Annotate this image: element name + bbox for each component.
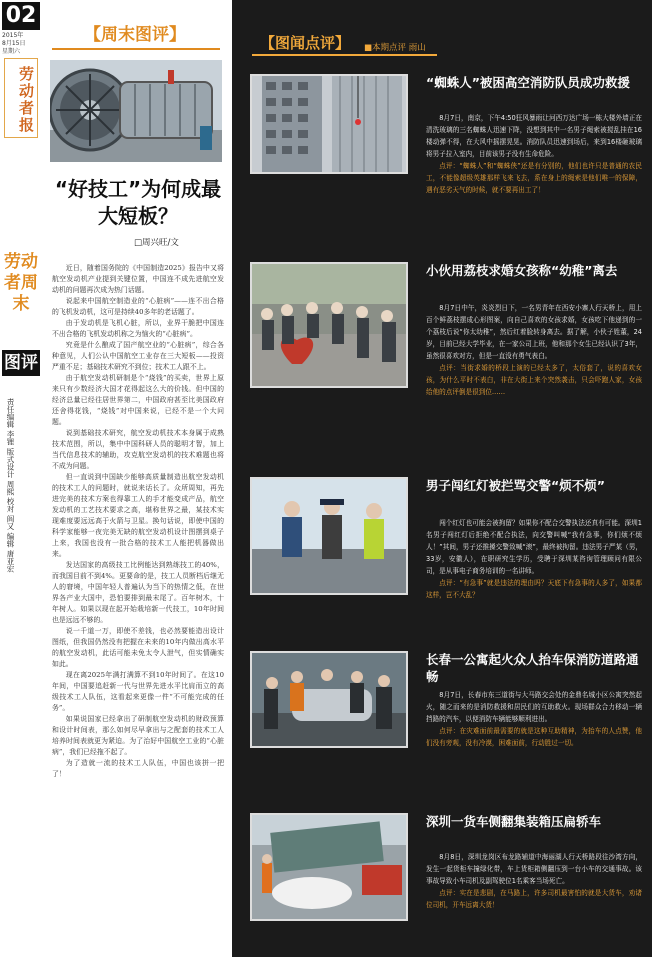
story-title: 长春一公寓起火众人抬车保消防道路通畅	[426, 652, 639, 684]
editor-credits: 责任编辑 李锂 版式设计 周熙 校对 阎又 编辑 唐亚宏	[6, 398, 15, 573]
story-body	[426, 851, 642, 911]
article-headline: “好技工”为何成最大短板？	[54, 177, 222, 228]
newspaper-masthead: 劳动者报	[4, 58, 38, 138]
issue-weekday: 星期六	[2, 48, 21, 55]
story-body	[426, 112, 642, 196]
story-body	[426, 517, 642, 601]
article-paragraph: 现在离2025年满打满算不到10年时间了。在这10年间，中国要追赶新一代与世界先进水平比肩而立的高级技术工人队伍，这看起来更像一件“不可能完成的任务”。	[52, 671, 224, 712]
article-byline: □周兴旺/文	[134, 238, 179, 248]
story-text: 8月7日，南京，下午4:50狂风暴雨让河西万达广场一栋大楼外墙正在清洗玻璃的三名蜘蛛人迅速下降，没想到其中一名男子绳索被搅乱挂在16楼动弹不得，在大风中摇摆晃晃。消防队员迅速到场后，来到16楼砸玻璃将男子拉入室内，目前该男子没有生命危险。	[426, 114, 642, 158]
photo-news-panel	[232, 0, 652, 957]
panel-column-label: 【图闻点评】	[260, 34, 351, 52]
story-comment: 点评：实在是悲剧，在马路上，许多司机最害怕的就是大货车，劝诸位司机，开车远离大货！	[426, 889, 642, 909]
story-comment: 点评：在灾难面前最需要的就是这种互助精神，为抬车的人点赞，他们没有旁观，没有冷漠，困难面前，行动胜过一切。	[426, 727, 642, 747]
section-title: 劳动者周末	[4, 252, 38, 314]
column-header	[52, 14, 220, 52]
left-rail	[0, 0, 44, 957]
article-paragraph: 说到基础技术研究，航空发动机技术本身属于成熟技术范围，所以，集中中国科研人员的聪明才智，加上当代信息技术的辅助，攻克航空发动机的技术难题也将不成为问题。	[52, 429, 224, 470]
article-paragraph: 为了造就一流的技术工人队伍，中国也该拼一把了！	[52, 759, 224, 778]
section-badge: 图评	[2, 350, 40, 376]
story-body	[426, 689, 642, 749]
commentator-credit: ■本期点评 雨山	[364, 43, 426, 53]
story-title: 小伙用荔枝求婚女孩称“幼稚”离去	[426, 263, 618, 278]
crowd-lifting-car-photo	[250, 651, 408, 748]
article-paragraph: 近日，随着国务院的《中国制造2025》报告中又将航空发动机产业提到关键位置，中国连不成先进航空发动机的问题再次成为热门话题。	[52, 264, 224, 294]
traffic-police-photo	[250, 477, 408, 595]
news-story	[250, 262, 650, 432]
article-paragraph: 发达国家的高级技工比例能达到熟练技工的40%，而我国目前不到4%。更要命的是，技工人员断档后继无人的窘境，中国年轻人普遍认为当下的热情之低，在世界各产业大国中，恐怕要排到最末尾了。百年树木，十年树人。如果以现在起开始栽培新一代技工，10年时间也是远远不够的。	[52, 561, 224, 624]
article-paragraph: 说一千道一万，即使不差钱，也必然要能造出设计图纸，但我国仍然没有把握在未来的10年内做出高水平的航空发动机，此话可能未免太令人泄气，但实情确实如此。	[52, 627, 224, 668]
header-divider	[52, 48, 220, 50]
story-title: 深圳一货车侧翻集装箱压扁轿车	[426, 814, 602, 829]
high-rise-building-photo	[250, 74, 408, 174]
column-label: 【周末图评】	[84, 25, 186, 45]
news-story	[250, 477, 650, 627]
story-text: 闯个红灯也可能会被拘留？如果你不配合交警执法还真有可能。深圳1名男子闯红灯后拒绝不配合执法，向交警叫喊“我有急事，你们烦不烦人！”其间，男子还推搡交警致喊“滚”，最终被拘留。违法男子严某（男，33岁，安徽人），在职研究生学历，受聘于深圳某咨询管理顾问有限公司，是从事电子商务培训的一名讲师。	[426, 519, 642, 575]
story-text: 8月8日，深圳龙岗区布龙路辅道中海丽湖人行天桥路段往沙湾方向，发生一起货柜车撞绿化带，车上货柜箱侧翻压到一台小车的交通事故。该事故导致小车司机及副驾驶位1名乘客当场死亡。	[426, 853, 642, 885]
issue-date: 8月15日	[2, 40, 26, 47]
article-paragraph: 由于航空发动机研制是个“烧钱”的买卖，世界上原来只有少数经济大国才花得起这么大的价钱。但中国的经济总量已经往居世界第二，中国政府甚至比美国政府还舍得花钱，“烧钱”对中国来说，已经不是一个大问题。	[52, 374, 224, 426]
jet-engine-photo	[50, 60, 222, 162]
article-body	[52, 263, 224, 780]
story-text: 8月7日，长春市东三道街与大马路交会处的金鼎名城小区公寓突然起火，随之而来的是消防救援和居民们的互助救火。现场群众合力移动一辆挡路的汽车，以便消防车辆能够顺利进出。	[426, 691, 642, 723]
story-comment: 点评：“蜘蛛人”和“蜘蛛侠”还是有分别的，他们也许只是普通的农民工，不能像超级英雄那样飞来飞去，系在身上的绳索是他们唯一的保障，遇有恶劣天气的时候，就不要再出工了！	[426, 162, 642, 194]
story-text: 8月7日中午，炎炎烈日下，一名男青年在西安小寨人行天桥上，用上百个鲜荔枝摆成心形图案，向自己喜欢的女孩求婚，女孩吃下他递到的一个荔枝后说“你太幼稚”，然后红着脸转身离去。据了解，小伙子姓董，24岁，目前已经大学毕业，在一家公司上班，他和那个女生已经认识了3年，虽然很喜欢对方，但是一直没有勇气表白。	[426, 304, 642, 360]
issue-year: 2015年	[2, 32, 24, 39]
story-title: 男子闯红灯被拦骂交警“烦不烦”	[426, 478, 605, 493]
panel-header-divider	[252, 54, 437, 56]
article-paragraph: 但一直说到中国缺少能够高质量制造出航空发动机的技术工人的问题时，就说来话长了。众所周知，再先进完美的技术方案也得靠工人的手才能变成产品，航空发动机的工艺技术要求之高，堪称世界之最，某技术实现难度要远远高于火箭与卫星。换句话说，即使中国的科学家能够一夜完美无缺的航空发动机设计图摆到桌子上来，我国也没有一批合格的技术工人能把机器做出来。	[52, 473, 224, 558]
article-paragraph: 由于发动机是飞机心脏，所以，业界干脆把中国连不出合格的飞机发动机称之为恼火的“心脏病”。	[52, 319, 224, 338]
news-story	[250, 651, 650, 801]
story-comment: 点评：当街求婚的桥段上演的已经太多了，太俗套了，说的喜欢女孩，为什么平时不表白，非在大街上来个突然袭击，只会吓跑人家，女孩给他的点评倒是很到位……	[426, 364, 642, 396]
overturned-truck-photo	[250, 813, 408, 921]
lychee-proposal-photo	[250, 262, 408, 388]
news-story	[250, 813, 650, 953]
page-number: 02	[2, 2, 40, 30]
story-comment: 点评：“有急事”就是违法的理由吗？天底下有急事的人多了，如果都这样，岂不大乱？	[426, 579, 642, 599]
story-title: “蜘蛛人”被困高空消防队员成功救援	[426, 75, 630, 90]
feature-article	[46, 0, 228, 957]
article-paragraph: 究竟是什么酿成了国产航空业的“心脏病”，综合各种意见，人们公认中国航空工业存在三大短板——投资严重不足；基础技术研究不到位；技术工人跟不上。	[52, 341, 224, 371]
story-body	[426, 302, 642, 398]
news-story	[250, 74, 650, 224]
article-paragraph: 说起来中国航空制造业的“心脏病”——连不出合格的飞机发动机，这可是持续40多年的老话题了。	[52, 297, 224, 316]
article-paragraph: 如果说国家已经拿出了研制航空发动机的财政预算和设计时间表，那么如何尽早拿出与之配套的技术工人培养时间表就更为紧迫。为了治好中国航空工业的“心脏病”，我们已经拖不起了。	[52, 715, 224, 756]
